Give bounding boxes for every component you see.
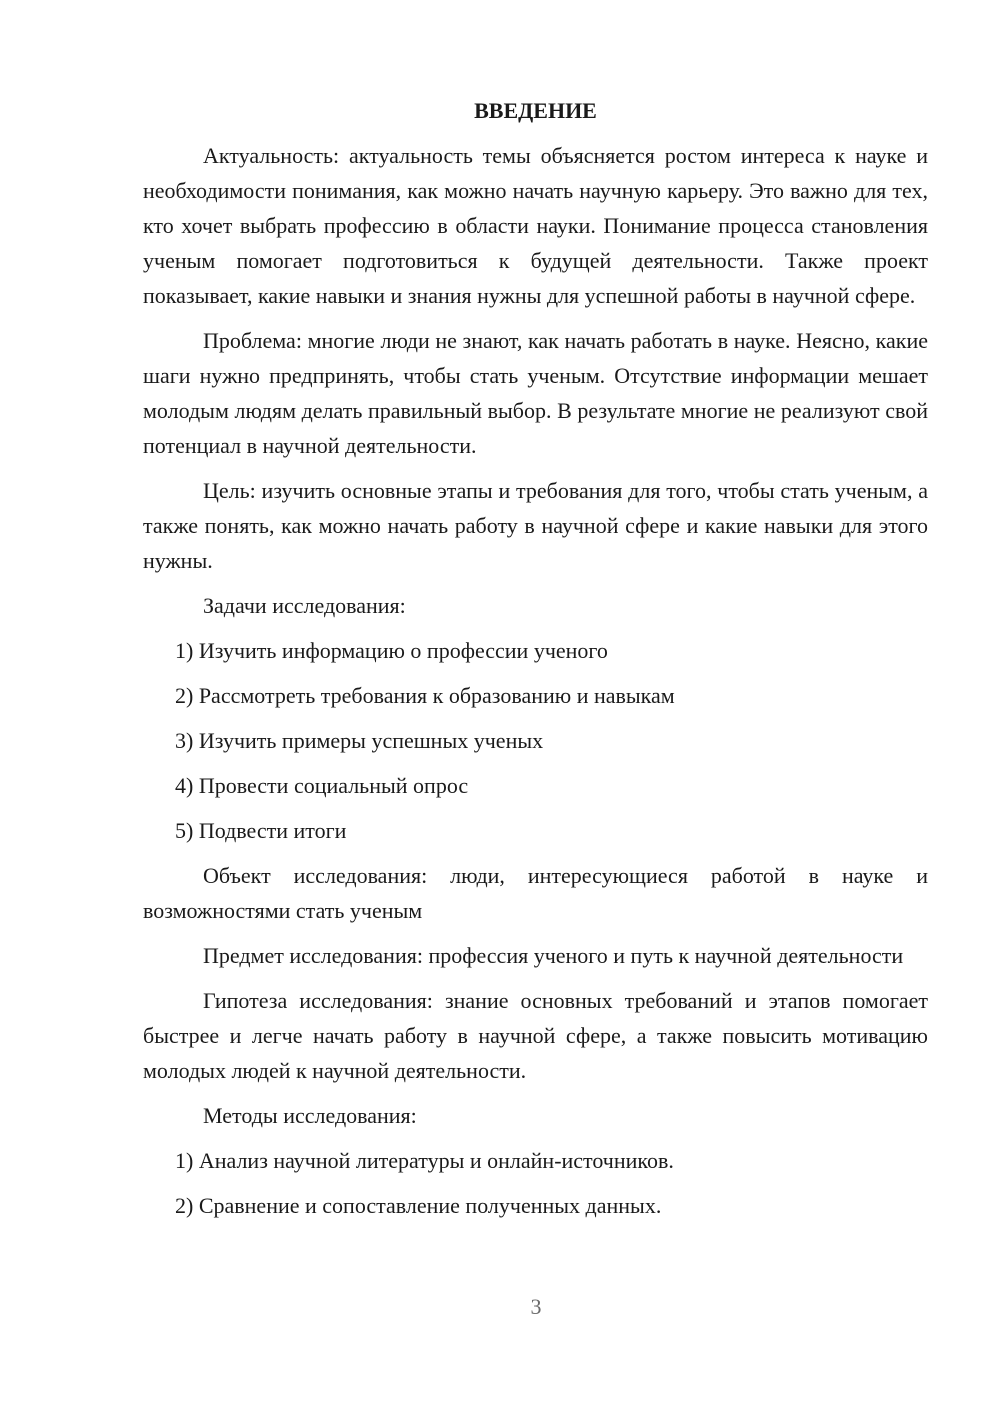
page-content [143,93,928,1233]
relevance-paragraph: Актуальность: актуальность темы объясняется ростом интереса к науке и необходимости понимания, как можно начать научную карьеру. Это важно для тех, кто хочет выбрать профессию в области науки. Понимание процесса становления ученым помогает подготовиться к будущей деятельности. Также проект показывает, какие навыки и знания нужны для успешной работы в научной сфере. [143,143,928,308]
goal-paragraph: Цель: изучить основные этапы и требования для того, чтобы стать ученым, а также понять, как можно начать работу в научной сфере и какие навыки для этого нужны. [143,478,928,573]
subject-paragraph: Предмет исследования: профессия ученого и путь к научной деятельности [203,943,904,968]
task-item: 2) Рассмотреть требования к образованию и навыкам [175,683,675,708]
hypothesis-paragraph: Гипотеза исследования: знание основных требований и этапов помогает быстрее и легче начать работу в научной сфере, а также повысить мотивацию молодых людей к научной деятельности. [143,988,928,1083]
section-title: ВВЕДЕНИЕ [474,98,597,123]
page-number: 3 [530,1294,542,1319]
object-paragraph: Объект исследования: люди, интересующиеся работой в науке и возможностями стать ученым [143,863,928,923]
method-item: 1) Анализ научной литературы и онлайн-источников. [175,1148,674,1173]
task-item: 1) Изучить информацию о профессии ученого [175,638,608,663]
tasks-label: Задачи исследования: [203,593,406,618]
task-item: 4) Провести социальный опрос [175,773,469,798]
task-item: 3) Изучить примеры успешных ученых [175,728,544,753]
problem-paragraph: Проблема: многие люди не знают, как начать работать в науке. Неясно, какие шаги нужно предпринять, чтобы стать ученым. Отсутствие информации мешает молодым людям делать правильный выбор. В результате многие не реализуют свой потенциал в научной деятельности. [143,328,928,458]
task-item: 5) Подвести итоги [175,818,347,843]
method-item: 2) Сравнение и сопоставление полученных данных. [175,1193,662,1218]
methods-label: Методы исследования: [203,1103,417,1128]
